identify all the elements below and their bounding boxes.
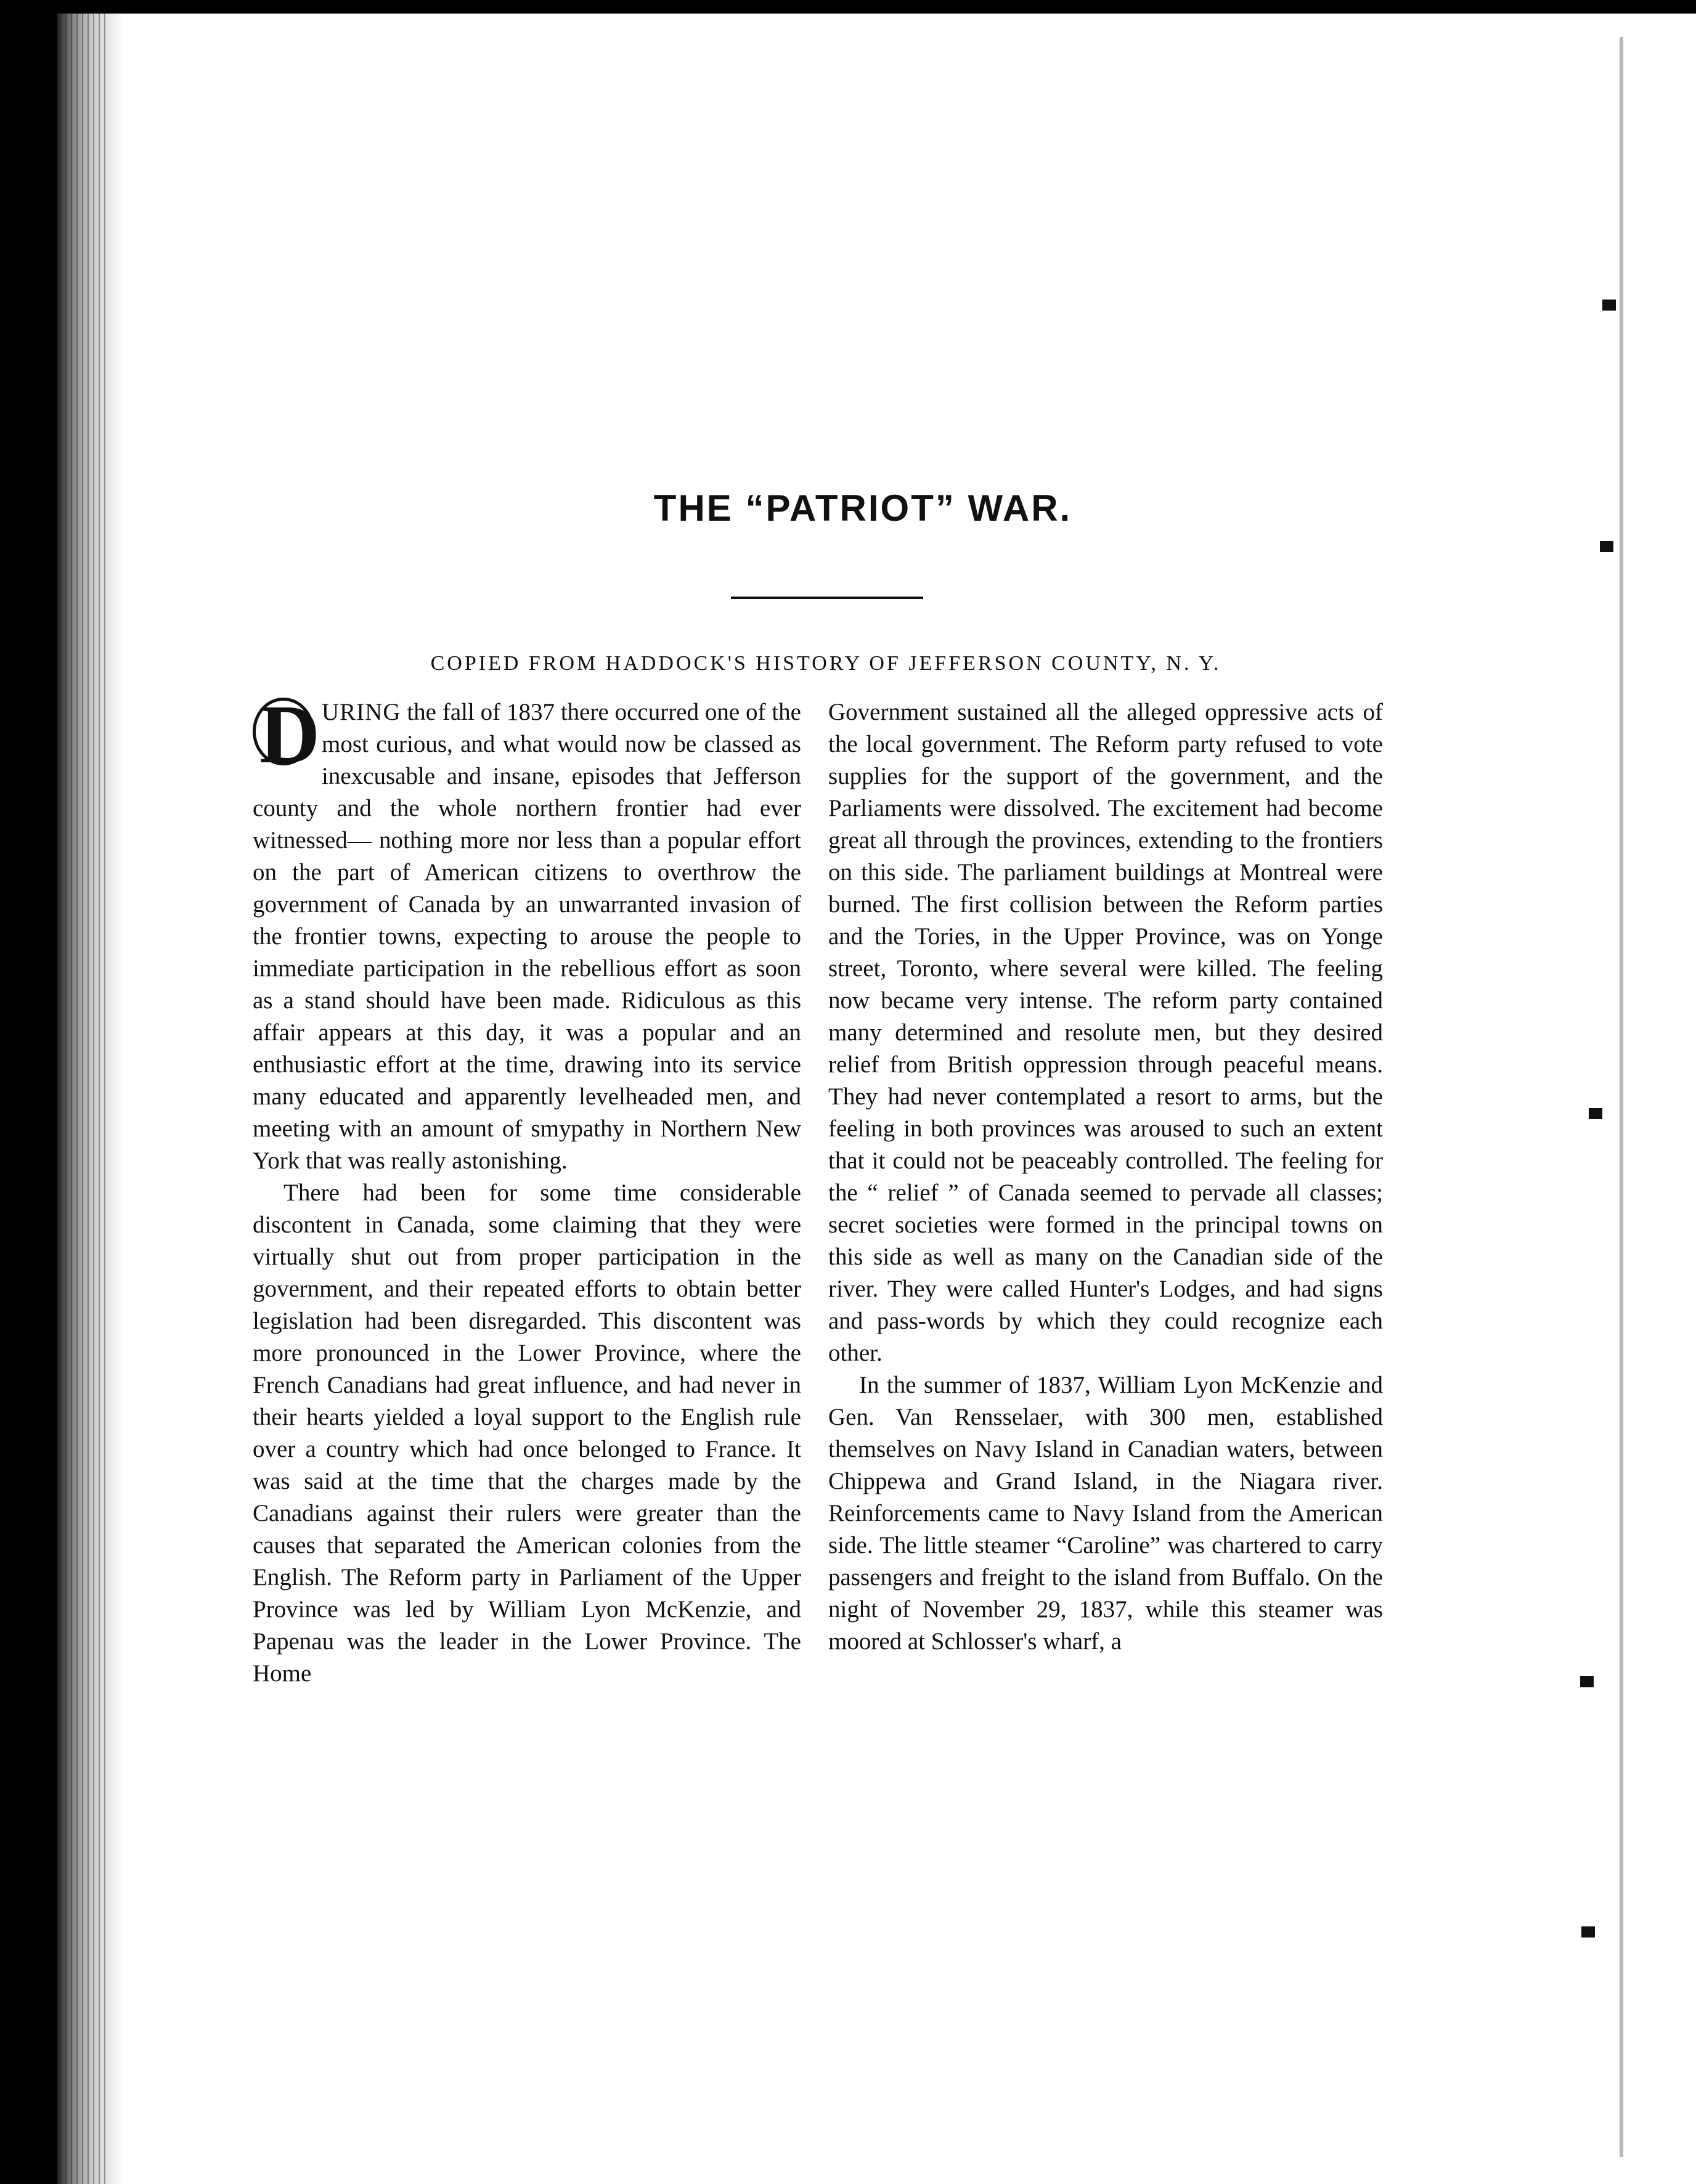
title-rule [731, 597, 923, 599]
scan-artifact [1602, 299, 1616, 311]
article-subtitle: COPIED FROM HADDOCK'S HISTORY OF JEFFERSON COUNTY, N. Y. [430, 652, 1221, 675]
first-word-rest: URING [322, 699, 401, 725]
scan-border-left [0, 0, 57, 2184]
page-right-edge [1620, 37, 1623, 2157]
paragraph: There had been for some time considerable discontent in Canada, some claiming that they were virtually shut out from proper participation in the government, and their repeated efforts to obtain better legislation had been disregarded. This discontent was more pronounced in the Lower Province, where the French Canadians had great influence, and had never in their hearts yielded a loyal support to the English rule over a country which had once belonged to France. It was said at the time that the charges made by the Canadians against their rulers were greater than the causes that separated the American colonies from the English. The Reform party in Parliament of the Upper Province was led by William Lyon McKenzie, and Papenau was the leader in the Lower Province. The Home [253, 1180, 801, 1687]
scan-artifact [1600, 541, 1613, 552]
scan-border-top [0, 0, 1696, 14]
paragraph: Government sustained all the alleged oppressive acts of the local government. The Reform party refused to vote supplies for the support of the government, and the Parliaments were dissolved. The excitement had become great all through the provinces, extending to the frontiers on this side. The parliament buildings at Montreal were burned. The first collision between the Reform parties and the Tories, in the Upper Province, was on Yonge street, Toronto, where several were killed. The feeling now became very intense. The reform party contained many determined and resolute men, but they desired relief from British oppression through peaceful means. They had never contemplated a resort to arms, but the feeling in both provinces was aroused to such an extent that it could not be peaceably controlled. The feeling for the “ relief ” of Canada seemed to pervade all classes; secret societies were formed in the principal towns on this side as well as many on the Canadian side of the river. They were called Hunter's Lodges, and had signs and pass-words by which they could recognize each other. [828, 699, 1383, 1366]
scan-artifact [1580, 1676, 1594, 1687]
paragraph [253, 688, 801, 1177]
paragraph-text: the fall of 1837 there occurred one of the most curious, and what would now be classed as inexcusable and insane, episodes that Jefferson county and the whole northern frontier had ever witnessed— nothing more nor less than a popular effort on the part of American citizens to overthrow the government of Canada by an unwarranted invasion of the frontier towns, expecting to arouse the people to immediate participation in the rebellious effort as soon as a stand should have been made. Ridiculous as this affair appears at this day, it was a popular and an enthusiastic effort at the time, drawing into its service many educated and apparently levelheaded men, and meeting with an amount of smypathy in Northern New York that was really astonishing. [253, 699, 801, 1174]
drop-cap: D [253, 698, 314, 765]
text-column-left [253, 688, 801, 1690]
scan-artifact [1581, 1926, 1595, 1937]
article-title: THE “PATRIOT” WAR. [653, 487, 1072, 529]
page-edge-lines [65, 14, 108, 2184]
paragraph: In the summer of 1837, William Lyon McKenzie and Gen. Van Rensselaer, with 300 men, established themselves on Navy Island in Canadian waters, between Chippewa and Grand Island, in the Niagara river. Reinforcements came to Navy Island from the American side. The little steamer “Caroline” was chartered to carry passengers and freight to the island from Buffalo. On the night of November 29, 1837, while this steamer was moored at Schlosser's wharf, a [828, 1372, 1383, 1655]
scan-artifact [1589, 1108, 1602, 1119]
text-column-right [828, 696, 1383, 1658]
